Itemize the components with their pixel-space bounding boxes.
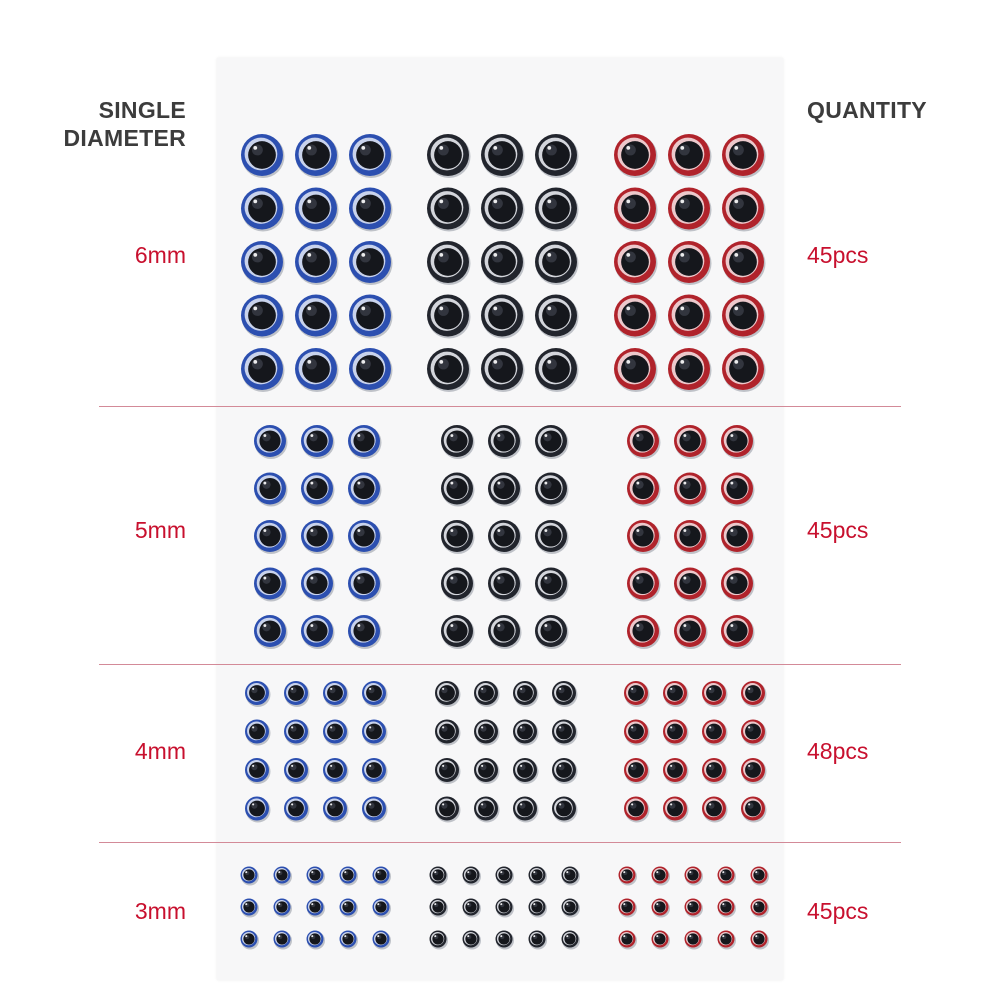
eye-sticker (245, 797, 271, 823)
eye-sticker (254, 615, 288, 649)
eye-sticker (535, 473, 569, 507)
eye-sticker (373, 931, 392, 950)
size-label-3mm: 3mm (134, 898, 186, 924)
eye-sticker (373, 899, 392, 918)
eye-sticker (488, 568, 522, 602)
eye-sticker (295, 134, 339, 178)
eye-sticker (435, 797, 461, 823)
eye-sticker (562, 867, 581, 886)
eye-sticker (474, 797, 500, 823)
eye-sticker (241, 188, 285, 232)
eye-sticker (307, 899, 326, 918)
eye-sticker (674, 568, 708, 602)
eye-sticker (441, 520, 475, 554)
eye-sticker (627, 473, 661, 507)
eye-sticker (274, 899, 293, 918)
eye-sticker (627, 520, 661, 554)
eye-sticker (529, 867, 548, 886)
eye-sticker (685, 899, 704, 918)
eye-sticker (301, 568, 335, 602)
eye-sticker (323, 681, 349, 707)
eye-sticker (348, 473, 382, 507)
eye-sticker (348, 568, 382, 602)
quantity-label-5mm: 45pcs (807, 517, 869, 543)
eye-sticker (513, 681, 539, 707)
eye-sticker (652, 931, 671, 950)
eye-sticker (663, 720, 689, 746)
eye-sticker (481, 134, 525, 178)
eye-sticker (718, 931, 737, 950)
eye-sticker (463, 931, 482, 950)
eye-sticker (435, 720, 461, 746)
eye-sticker (245, 720, 271, 746)
eye-sticker (284, 681, 310, 707)
eye-sticker (718, 867, 737, 886)
eye-sticker (619, 931, 638, 950)
eye-sticker (373, 867, 392, 886)
eye-sticker (362, 681, 388, 707)
eye-sticker (340, 899, 359, 918)
eye-sticker (751, 899, 770, 918)
size-label-5mm: 5mm (134, 517, 186, 543)
eye-sticker (323, 797, 349, 823)
eye-sticker (241, 899, 260, 918)
eye-sticker (722, 348, 766, 392)
eye-sticker (624, 758, 650, 784)
eye-sticker (529, 899, 548, 918)
eye-sticker (441, 568, 475, 602)
eye-sticker (674, 520, 708, 554)
eye-sticker (624, 681, 650, 707)
eye-sticker (529, 931, 548, 950)
eye-sticker (307, 931, 326, 950)
eye-sticker (241, 867, 260, 886)
eye-sticker (362, 720, 388, 746)
eye-sticker (535, 568, 569, 602)
eye-sticker (488, 615, 522, 649)
eye-sticker (535, 134, 579, 178)
eye-sticker (481, 348, 525, 392)
eye-sticker (721, 615, 755, 649)
eye-sticker (435, 681, 461, 707)
eye-sticker (722, 134, 766, 178)
eye-sticker (722, 241, 766, 285)
eye-sticker (284, 758, 310, 784)
eye-sticker (562, 899, 581, 918)
eye-sticker (488, 520, 522, 554)
eye-sticker (481, 241, 525, 285)
eye-sticker (348, 425, 382, 459)
eye-sticker (441, 473, 475, 507)
eye-sticker (254, 473, 288, 507)
eye-sticker (552, 758, 578, 784)
eye-sticker (241, 931, 260, 950)
eye-sticker (474, 720, 500, 746)
eye-sticker (741, 720, 767, 746)
header-line-diameter: DIAMETER (63, 125, 186, 151)
eye-sticker (674, 425, 708, 459)
eye-sticker (254, 568, 288, 602)
eye-sticker (624, 797, 650, 823)
eye-sticker (488, 425, 522, 459)
eye-sticker (274, 867, 293, 886)
eye-sticker (552, 720, 578, 746)
eye-sticker (668, 188, 712, 232)
eye-sticker (245, 681, 271, 707)
eye-sticker (241, 241, 285, 285)
eye-sticker (301, 520, 335, 554)
eye-sticker (274, 931, 293, 950)
eye-sticker (668, 295, 712, 339)
eye-sticker (349, 134, 393, 178)
eye-sticker (614, 241, 658, 285)
eye-sticker (284, 797, 310, 823)
quantity-label-4mm: 48pcs (807, 738, 869, 764)
eye-sticker (301, 615, 335, 649)
eye-sticker (323, 758, 349, 784)
eye-sticker (340, 931, 359, 950)
eye-sticker (427, 134, 471, 178)
eye-sticker (685, 867, 704, 886)
eye-sticker (427, 348, 471, 392)
eye-sticker (295, 188, 339, 232)
eye-sticker (496, 931, 515, 950)
eye-sticker (241, 348, 285, 392)
eye-sticker (652, 867, 671, 886)
eye-sticker (702, 720, 728, 746)
eye-sticker (427, 188, 471, 232)
eye-sticker (535, 425, 569, 459)
eye-sticker (254, 425, 288, 459)
eye-sticker (619, 899, 638, 918)
eye-sticker (663, 681, 689, 707)
eye-sticker (674, 473, 708, 507)
eye-sticker (301, 473, 335, 507)
eye-sticker (481, 188, 525, 232)
eye-sticker (627, 615, 661, 649)
eye-sticker (496, 867, 515, 886)
eye-sticker (663, 758, 689, 784)
eye-sticker (535, 615, 569, 649)
eye-sticker (323, 720, 349, 746)
eye-sticker (721, 520, 755, 554)
eye-sticker (619, 867, 638, 886)
eye-sticker (295, 295, 339, 339)
eye-sticker (721, 473, 755, 507)
eye-sticker (430, 931, 449, 950)
eye-sticker (496, 899, 515, 918)
eye-sticker (430, 899, 449, 918)
eye-sticker (295, 241, 339, 285)
eye-sticker (463, 867, 482, 886)
eye-sticker (614, 188, 658, 232)
eye-sticker (614, 348, 658, 392)
eye-sticker (241, 295, 285, 339)
eye-sticker (435, 758, 461, 784)
eye-sticker (702, 681, 728, 707)
eye-sticker (702, 758, 728, 784)
eye-sticker (614, 295, 658, 339)
eye-sticker (741, 797, 767, 823)
eye-sticker (430, 867, 449, 886)
eye-sticker (340, 867, 359, 886)
eye-sticker (751, 867, 770, 886)
eye-sticker (721, 568, 755, 602)
eye-sticker (488, 473, 522, 507)
eye-sticker (513, 758, 539, 784)
eye-sticker (627, 425, 661, 459)
eye-sticker (348, 615, 382, 649)
eye-sticker (535, 348, 579, 392)
eye-sticker (685, 931, 704, 950)
eye-sticker (535, 520, 569, 554)
eye-sticker (474, 681, 500, 707)
eye-sticker (349, 241, 393, 285)
size-label-6mm: 6mm (134, 242, 186, 268)
eye-sticker (284, 720, 310, 746)
quantity-label-3mm: 45pcs (807, 898, 869, 924)
eye-sticker (241, 134, 285, 178)
eye-sticker (427, 241, 471, 285)
eye-sticker (254, 520, 288, 554)
eye-sticker (751, 931, 770, 950)
eye-sticker (348, 520, 382, 554)
eye-sticker (702, 797, 728, 823)
eye-sticker (614, 134, 658, 178)
eye-sticker (441, 425, 475, 459)
eye-sticker (668, 241, 712, 285)
eye-sticker (474, 758, 500, 784)
eye-sticker (552, 681, 578, 707)
eye-sticker (668, 134, 712, 178)
eye-sticker (722, 188, 766, 232)
eye-sticker (513, 797, 539, 823)
eye-sticker (741, 681, 767, 707)
eye-sticker (463, 899, 482, 918)
size-label-4mm: 4mm (134, 738, 186, 764)
eye-sticker (627, 568, 661, 602)
eye-sticker (349, 188, 393, 232)
quantity-label-6mm: 45pcs (807, 242, 869, 268)
eye-sticker (721, 425, 755, 459)
eye-sticker (674, 615, 708, 649)
eye-sticker (362, 758, 388, 784)
eye-sticker (295, 348, 339, 392)
eye-sticker (362, 797, 388, 823)
eye-sticker (245, 758, 271, 784)
eye-sticker (349, 295, 393, 339)
eye-sticker (552, 797, 578, 823)
eye-sticker (307, 867, 326, 886)
eye-sticker (535, 295, 579, 339)
eye-sticker (668, 348, 712, 392)
eye-sticker (624, 720, 650, 746)
eye-sticker (427, 295, 471, 339)
eye-sticker (652, 899, 671, 918)
eye-sticker (535, 188, 579, 232)
eye-sticker (349, 348, 393, 392)
eye-sticker (718, 899, 737, 918)
eye-sticker (441, 615, 475, 649)
eye-sticker (663, 797, 689, 823)
eye-sticker (535, 241, 579, 285)
eye-sticker (513, 720, 539, 746)
quantity-header: QUANTITY (807, 97, 927, 123)
eye-sticker (741, 758, 767, 784)
eye-sticker (722, 295, 766, 339)
header-line-single: SINGLE (98, 97, 186, 123)
eye-sticker (301, 425, 335, 459)
eye-sticker (481, 295, 525, 339)
eye-sticker (562, 931, 581, 950)
